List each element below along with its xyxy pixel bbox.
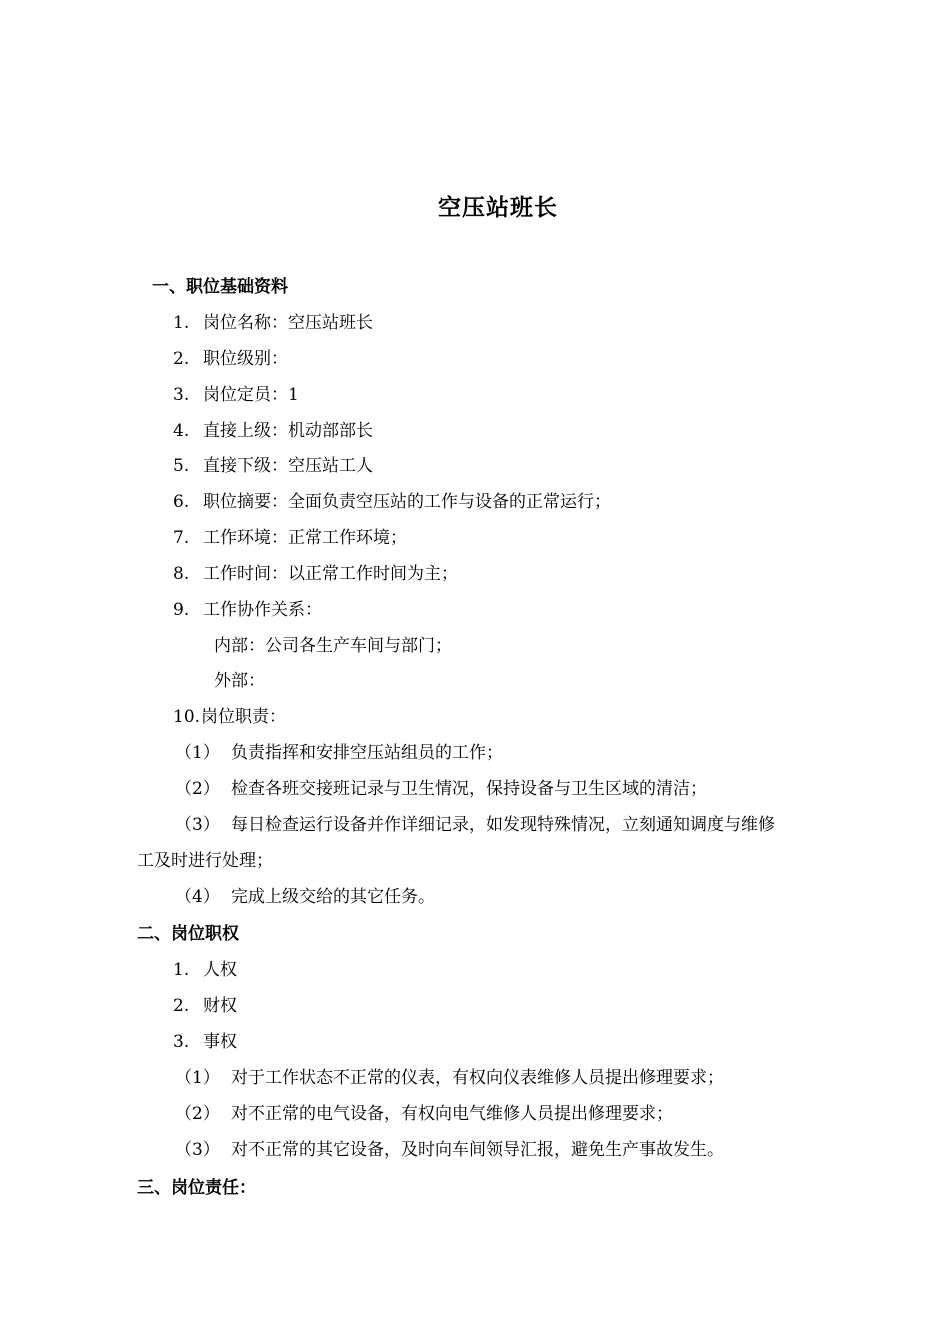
duty-item: （3） 每日检查运行设备并作详细记录，如发现特殊情况，立刻通知调度与维修 [175,815,775,835]
section-heading-responsibility: 三、岗位责任： [137,1178,256,1198]
list-item: 10.岗位职责： [173,707,286,727]
section-heading-authority: 二、岗位职权 [137,924,239,944]
list-item: 1. 人权 [173,960,237,980]
authority-subitem: （1） 对于工作状态不正常的仪表，有权向仪表维修人员提出修理要求； [175,1068,724,1088]
list-item: 3. 岗位定员：1 [173,385,299,405]
list-item: 7. 工作环境：正常工作环境； [173,528,407,548]
section-heading-basic-info: 一、职位基础资料 [152,277,288,297]
document-title: 空压站班长 [438,195,558,221]
duty-item: （4） 完成上级交给的其它任务。 [175,887,435,907]
list-item: 2. 财权 [173,996,237,1016]
relation-internal: 内部：公司各生产车间与部门； [214,636,452,656]
list-item: 3. 事权 [173,1032,237,1052]
list-item: 6. 职位摘要：全面负责空压站的工作与设备的正常运行； [173,492,611,512]
authority-subitem: （2） 对不正常的电气设备，有权向电气维修人员提出修理要求； [175,1104,673,1124]
list-item: 5. 直接下级：空压站工人 [173,456,373,476]
authority-subitem: （3） 对不正常的其它设备，及时向车间领导汇报，避免生产事故发生。 [175,1140,724,1160]
relation-external: 外部： [214,671,265,691]
list-item: 8. 工作时间：以正常工作时间为主； [173,564,458,584]
list-item: 4. 直接上级：机动部部长 [173,421,373,441]
list-item: 2. 职位级别： [173,349,288,369]
duty-item-continuation: 工及时进行处理； [137,851,273,871]
duty-item: （1） 负责指挥和安排空压站组员的工作； [175,743,503,763]
list-item: 1. 岗位名称：空压站班长 [173,313,373,333]
list-item: 9. 工作协作关系： [173,600,322,620]
duty-item: （2） 检查各班交接班记录与卫生情况，保持设备与卫生区域的清洁； [175,779,707,799]
